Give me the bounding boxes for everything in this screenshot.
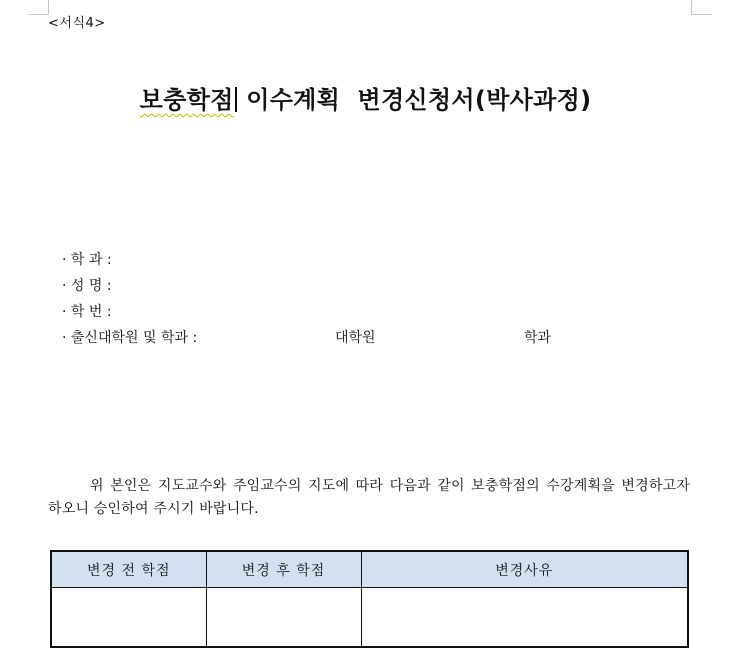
bullet-mark: · — [62, 278, 67, 294]
header-change-reason: 변경사유 — [361, 551, 688, 588]
table-row — [51, 588, 688, 648]
field-department — [62, 250, 112, 276]
document-title — [0, 80, 731, 115]
credit-change-table — [50, 550, 689, 648]
applicant-fields — [62, 250, 552, 354]
bullet-mark: · — [62, 304, 67, 320]
table-header-row — [51, 551, 688, 588]
page-corner-mark-right — [691, 0, 712, 15]
field-label-student-id: 학 번 : — [70, 304, 112, 320]
bullet-mark: · — [62, 330, 67, 346]
department-suffix: 학과 — [524, 330, 552, 346]
field-label-name: 성 명 : — [70, 278, 112, 294]
header-before-credits: 변경 전 학점 — [51, 551, 206, 588]
field-label-origin-school: 출신대학원 및 학과 : — [70, 330, 198, 346]
title-part-1: 보충학점 — [139, 86, 234, 114]
text-cursor — [235, 87, 237, 112]
field-origin-school — [62, 328, 552, 354]
cell-before-credits[interactable] — [51, 588, 206, 648]
field-name — [62, 276, 112, 302]
graduate-school-suffix: 대학원 — [335, 330, 376, 346]
field-student-id — [62, 302, 112, 328]
cell-after-credits[interactable] — [206, 588, 361, 648]
request-statement: 위 본인은 지도교수와 주임교수의 지도에 따라 다음과 같이 보충학점의 수강계획을 변경하고자 하오니 승인하여 주시기 바랍니다. — [48, 478, 690, 517]
bullet-mark: · — [62, 252, 67, 268]
title-part-2: 이수계획 변경신청서(박사과정) — [237, 86, 592, 114]
field-label-department: 학 과 : — [70, 252, 112, 268]
form-number: <서식4> — [48, 16, 106, 31]
cell-change-reason[interactable] — [361, 588, 688, 648]
page-corner-mark-left — [28, 0, 49, 15]
header-after-credits: 변경 후 학점 — [206, 551, 361, 588]
